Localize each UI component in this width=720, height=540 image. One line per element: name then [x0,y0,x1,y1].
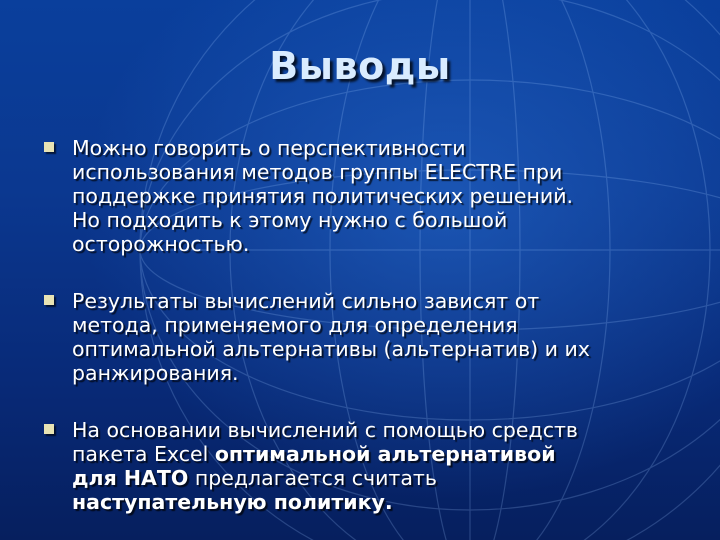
square-bullet-icon [44,142,54,152]
bullet-text-bold: для НАТО [72,466,189,490]
bullet-item-3 [44,418,694,514]
bullet-text-line: осторожностью. [72,232,250,256]
bullet-text-line [72,442,694,466]
bullet-text-line: поддержке принятия политических решений. [72,184,574,208]
bullet-text-line [72,466,694,490]
bullet-text-line: ранжирования. [72,361,239,385]
bullet-list [44,136,694,540]
bullet-text-normal: пакета Excel [72,442,215,466]
bullet-item-2 [44,289,694,385]
bullet-text-line: Можно говорить о перспективности [72,136,466,160]
slide-title: Выводы [269,44,451,88]
square-bullet-icon [44,424,54,434]
bullet-text-line: На основании вычислений с помощью средств [72,418,578,442]
square-bullet-icon [44,295,54,305]
bullet-text-bold: оптимальной альтернативой [214,442,556,466]
bullet-text-normal: предлагается считать [188,466,437,490]
bullet-text-line: оптимальной альтернативы (альтернатив) и их [72,337,590,361]
bullet-text-line: использования методов группы ELECTRE при [72,160,563,184]
bullet-text-line: Результаты вычислений сильно зависят от [72,289,540,313]
bullet-text-line: метода, применяемого для определения [72,313,518,337]
bullet-item-1 [44,136,694,256]
bullet-text-bold-line: наступательную политику. [72,490,393,514]
bullet-text-line: Но подходить к этому нужно с большой [72,208,508,232]
